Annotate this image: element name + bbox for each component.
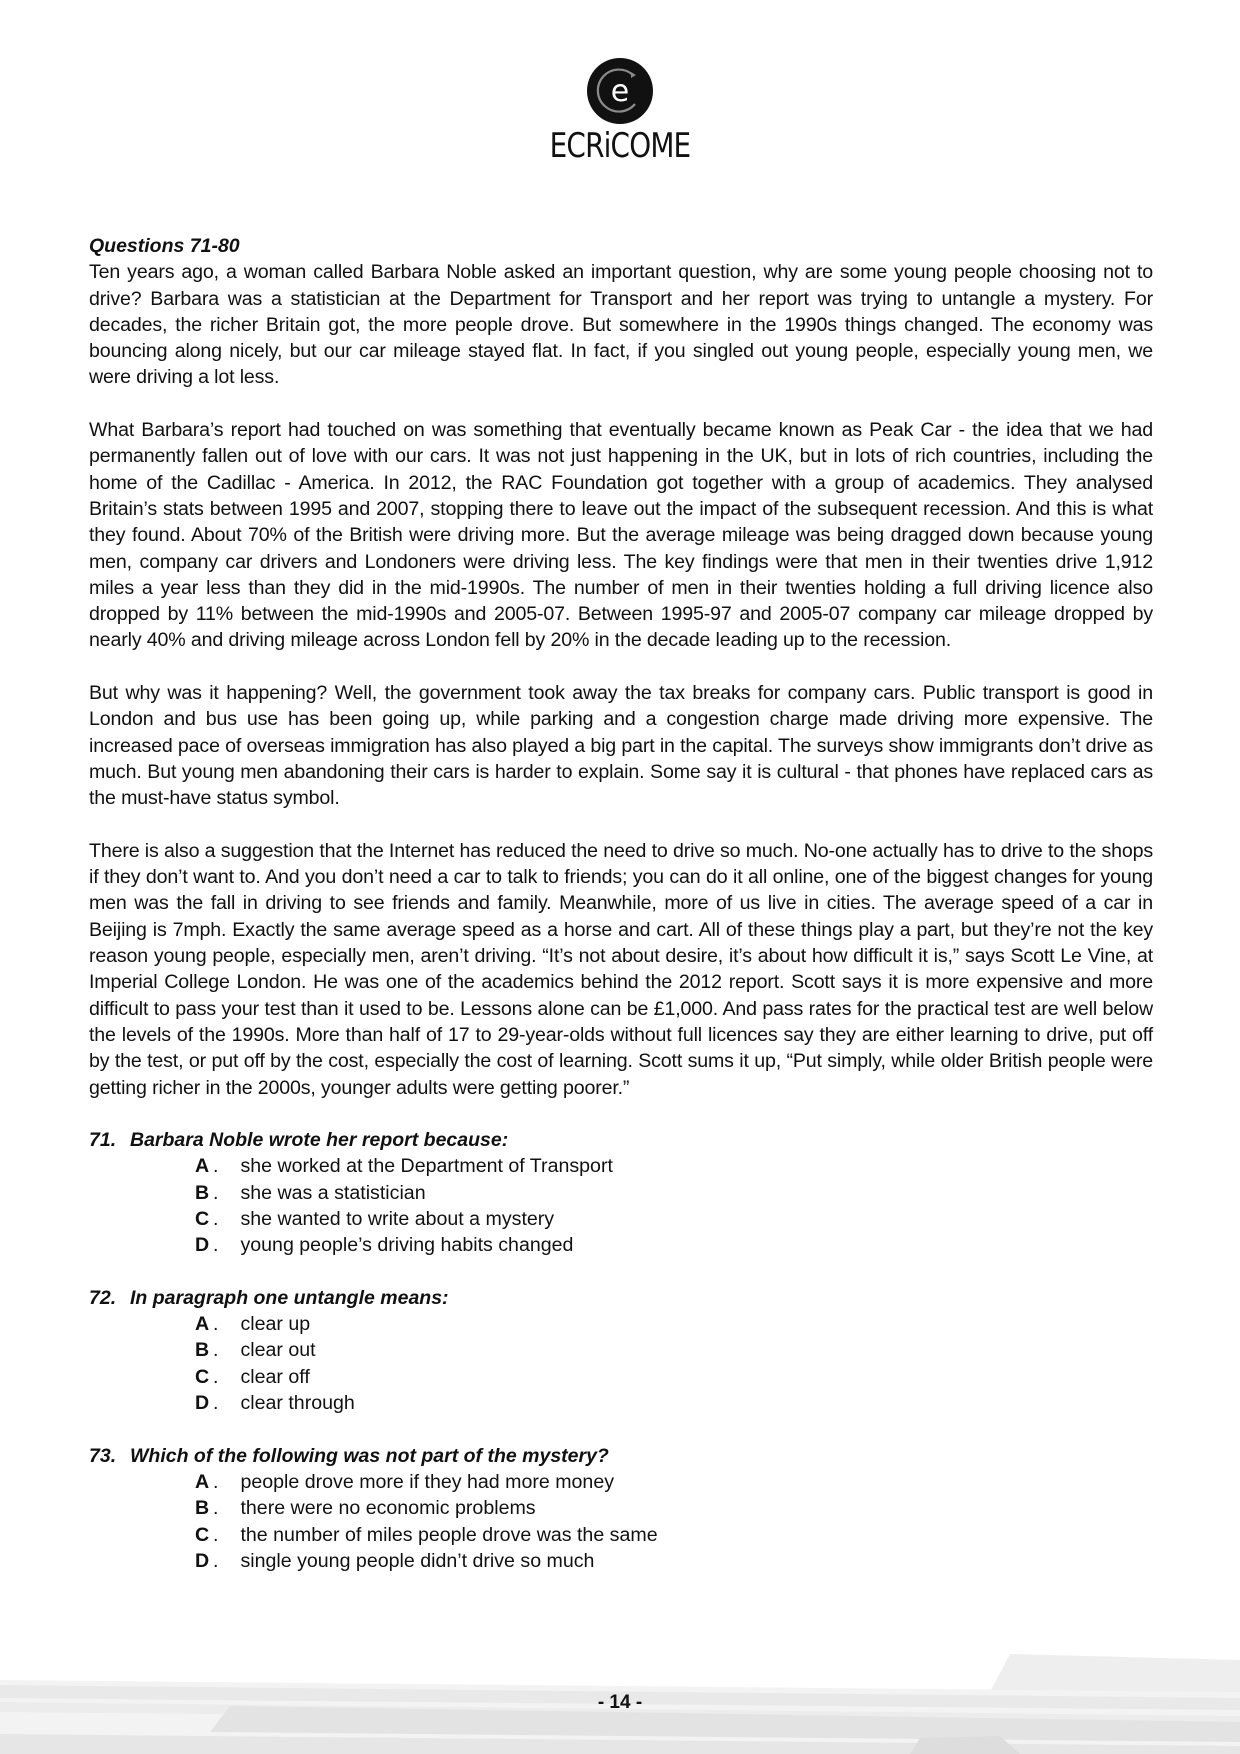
answer-option-b[interactable]: B . she was a statistician <box>89 1180 1153 1206</box>
question-number: 72. <box>89 1286 117 1309</box>
option-text: she worked at the Department of Transport <box>240 1155 613 1178</box>
answer-option-a[interactable]: A . people drove more if they had more money <box>89 1469 1153 1495</box>
question-text: Which of the following was not part of the mystery? <box>130 1444 609 1467</box>
option-dot: . <box>213 1181 219 1204</box>
option-dot: . <box>213 1549 219 1572</box>
reading-passage <box>89 259 1153 1101</box>
option-text: single young people didn’t drive so much <box>240 1549 595 1572</box>
question-stem <box>89 1285 1153 1311</box>
logo-wordmark: ECRiCOME <box>549 126 691 166</box>
answer-option-b[interactable]: B . there were no economic problems <box>89 1495 1153 1521</box>
option-dot: . <box>213 1234 219 1257</box>
option-dot: . <box>213 1470 219 1493</box>
option-dot: . <box>213 1155 219 1178</box>
option-dot: . <box>213 1392 219 1415</box>
option-text: people drove more if they had more money <box>240 1470 615 1493</box>
option-text: clear out <box>240 1339 316 1362</box>
answer-option-c[interactable]: C . the number of miles people drove was the same <box>89 1522 1153 1548</box>
ecricome-logo <box>0 58 1240 165</box>
passage-paragraph-4: There is also a suggestion that the Internet has reduced the need to drive so much. No-one actually has to drive to the shops if they don’t want to. And you don’t need a car to talk to friends; you can do it all online, one of the biggest changes for young men was the fall in driving to see friends and family. Meanwhile, more of us live in cities. The average speed of a car in Beijing is 7mph. Exactly the same average speed as a horse and cart. All of these things play a part, but they’re not the key reason young people, especially men, aren’t driving. “It’s not about desire, it’s about how difficult it is,” says Scott Le Vine, at Imperial College London. He was one of the academics behind the 2012 report. Scott says it is more expensive and more difficult to pass your test than it used to be. Lessons alone can be £1,000. And pass rates for the practical test are well below the levels of the 1990s. More than half of 17 to 29-year-olds without full licences say they are either learning to drive, put off by the test, or put off by the cost, especially the cost of learning. Scott sums it up, “Put simply, while older British people were getting richer in the 2000s, younger adults were getting poorer.” <box>89 839 1153 1099</box>
option-text: the number of miles people drove was the same <box>240 1523 658 1546</box>
option-dot: . <box>213 1313 219 1336</box>
answer-options <box>89 1311 1153 1416</box>
exam-content <box>89 233 1153 1600</box>
question-text: In paragraph one untangle means: <box>130 1286 449 1309</box>
option-text: there were no economic problems <box>240 1497 536 1520</box>
svg-text:e: e <box>610 74 630 109</box>
answer-option-d[interactable]: D . young people’s driving habits changed <box>89 1232 1153 1258</box>
page-number: - 14 - <box>597 1692 643 1713</box>
answer-option-d[interactable]: D . single young people didn’t drive so much <box>89 1548 1153 1574</box>
answer-option-c[interactable]: C . clear off <box>89 1364 1153 1390</box>
option-dot: . <box>213 1365 219 1388</box>
option-text: clear up <box>240 1313 311 1336</box>
section-title: Questions 71-80 <box>89 235 240 257</box>
answer-option-d[interactable]: D . clear through <box>89 1390 1153 1416</box>
passage-paragraph-2: What Barbara’s report had touched on was something that eventually became known as Peak Car - the idea that we had permanently fallen out of love with our cars. It was not just happening in the UK, but in lots of rich countries, including the home of the Cadillac - America. In 2012, the RAC Foundation got together with a group of academics. They analysed Britain’s stats between 1995 and 2007, stopping there to leave out the impact of the subsequent recession. And this is what they found. About 70% of the British were driving more. But the average mileage was being dragged down because young men, company car drivers and Londoners were driving less. The key findings were that men in their twenties drive 1,912 miles a year less than they did in the mid-1990s. The number of men in their twenties holding a full driving licence also dropped by 11% between the mid-1990s and 2005-07. Between 1995-97 and 2005-07 company car mileage dropped by nearly 40% and driving mileage across London fell by 20% in the decade leading up to the recession. <box>89 419 1153 652</box>
question-number: 73. <box>89 1444 117 1467</box>
question-73 <box>89 1443 1153 1574</box>
question-stem <box>89 1443 1153 1469</box>
answer-options <box>89 1153 1153 1258</box>
option-text: she was a statistician <box>240 1181 426 1204</box>
answer-option-b[interactable]: B . clear out <box>89 1337 1153 1363</box>
question-72 <box>89 1285 1153 1416</box>
option-dot: . <box>213 1339 219 1362</box>
answer-option-c[interactable]: C . she wanted to write about a mystery <box>89 1206 1153 1232</box>
option-dot: . <box>213 1523 219 1546</box>
question-text: Barbara Noble wrote her report because: <box>130 1129 509 1152</box>
passage-paragraph-1: Ten years ago, a woman called Barbara Noble asked an important question, why are some young people choosing not to drive? Barbara was a statistician at the Department for Transport and her report was trying to untangle a mystery. For decades, the richer Britain got, the more people drove. But somewhere in the 1990s things changed. The economy was bouncing along nicely, but our car mileage stayed flat. In fact, if you singled out young people, especially young men, we were driving a lot less. <box>89 261 1153 389</box>
option-text: she wanted to write about a mystery <box>240 1207 555 1230</box>
answer-option-a[interactable]: A . clear up <box>89 1311 1153 1337</box>
logo-emblem-icon <box>587 58 653 124</box>
answer-option-a[interactable]: A . she worked at the Department of Transport <box>89 1153 1153 1179</box>
option-text: clear through <box>240 1392 355 1415</box>
option-dot: . <box>213 1497 219 1520</box>
answer-options <box>89 1469 1153 1574</box>
question-71 <box>89 1127 1153 1258</box>
option-dot: . <box>213 1207 219 1230</box>
option-text: clear off <box>240 1365 310 1388</box>
question-number: 71. <box>89 1129 117 1152</box>
question-stem <box>89 1127 1153 1153</box>
passage-paragraph-3: But why was it happening? Well, the government took away the tax breaks for company cars. Public transport is good in London and bus use has been going up, while parking and a congestion charge made driving more expensive. The increased pace of overseas immigration has also played a big part in the capital. The surveys show immigrants don’t drive as much. But young men abandoning their cars is harder to explain. Some say it is cultural - that phones have replaced cars as the must-have status symbol. <box>89 682 1153 810</box>
option-text: young people’s driving habits changed <box>240 1234 574 1257</box>
logo-e-glyph-icon <box>587 58 653 124</box>
